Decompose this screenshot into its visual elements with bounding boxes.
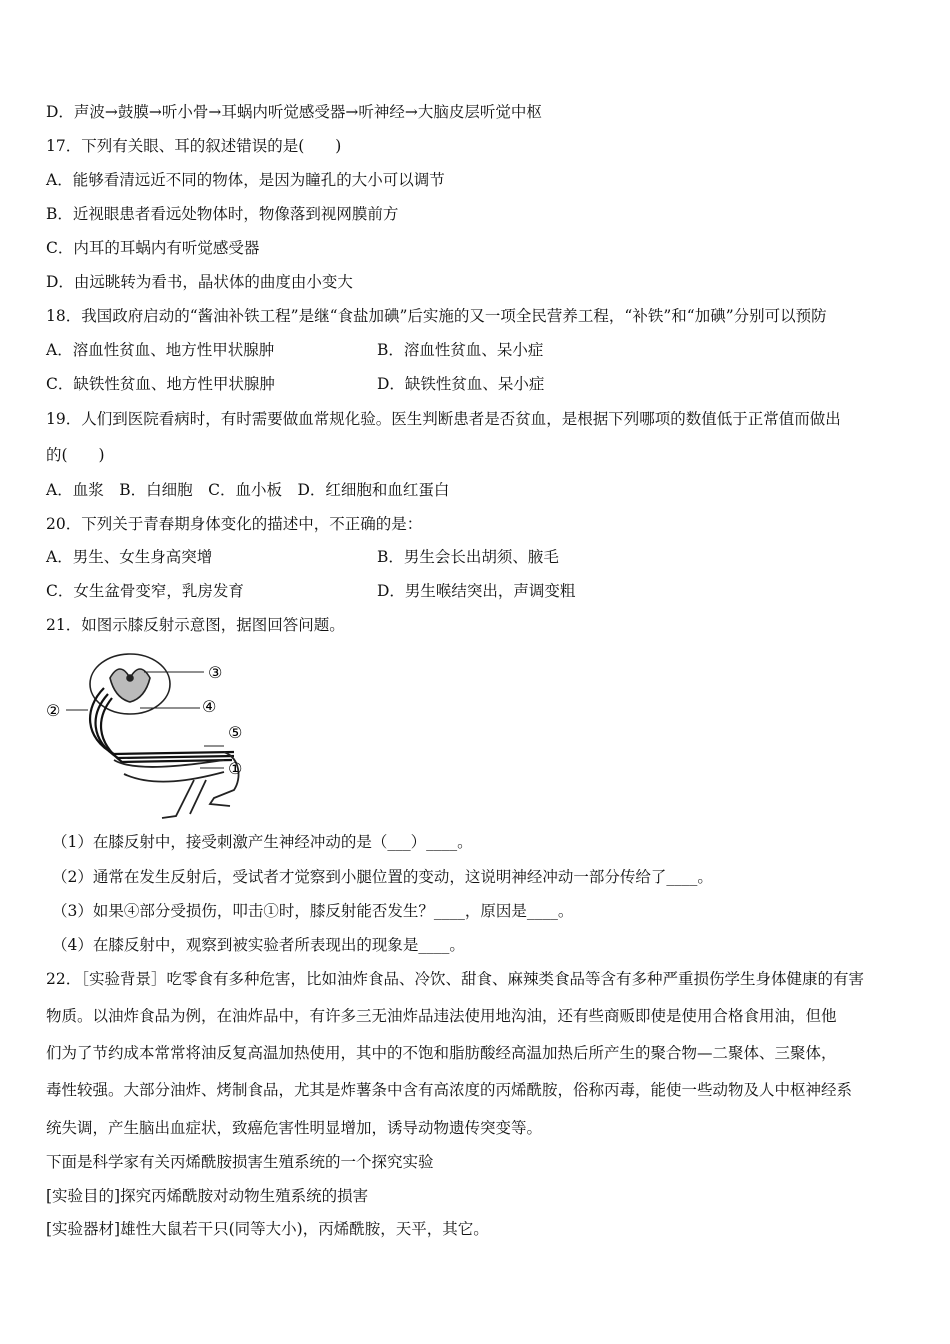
knee-reflex-figure bbox=[44, 648, 256, 820]
q17-stem: 17．下列有关眼、耳的叙述错误的是( ) bbox=[46, 137, 342, 155]
q22-line3: 们为了节约成本常常将油反复高温加热使用，其中的不饱和脂肪酸经高温加热后所产生的聚合物—二聚体、三聚体， bbox=[46, 1044, 837, 1062]
q20-option-b: B．男生会长出胡须、腋毛 bbox=[377, 548, 559, 566]
q17-option-a: A．能够看清远近不同的物体，是因为瞳孔的大小可以调节 bbox=[46, 171, 445, 189]
label-1: ① bbox=[228, 759, 243, 778]
q20-option-a: A．男生、女生身高突增 bbox=[46, 548, 213, 566]
q20-option-c: C．女生盆骨变窄，乳房发育 bbox=[46, 582, 244, 600]
q21-stem: 21．如图示膝反射示意图，据图回答问题。 bbox=[46, 616, 345, 634]
q22-line5: 统失调，产生脑出血症状，致癌危害性明显增加，诱导动物遗传突变等。 bbox=[46, 1119, 543, 1137]
label-5: ⑤ bbox=[228, 723, 243, 742]
q18-stem: 18．我国政府启动的“酱油补铁工程”是继“食盐加碘”后实施的又一项全民营养工程，“补铁”和“加碘”分别可以预防 bbox=[46, 307, 827, 325]
q19-stem-line1: 19．人们到医院看病时，有时需要做血常规化验。医生判断患者是否贫血，是根据下列哪项的数值低于正常值而做出 bbox=[46, 410, 841, 428]
thigh-bottom bbox=[124, 772, 224, 782]
label-3: ③ bbox=[208, 663, 223, 682]
q19-options: A．血浆 B．白细胞 C．血小板 D．红细胞和血红蛋白 bbox=[46, 481, 450, 499]
q18-option-a: A．溶血性贫血、地方性甲状腺肿 bbox=[46, 341, 275, 359]
q18-option-c: C．缺铁性贫血、地方性甲状腺肿 bbox=[46, 375, 275, 393]
spinal-cord bbox=[90, 654, 170, 714]
q22-line2: 物质。以油炸食品为例，在油炸品中，有许多三无油炸品违法使用地沟油，还有些商贩即使是使用合格食用油，但他 bbox=[46, 1007, 837, 1025]
q19-stem-line2: 的( ) bbox=[46, 446, 105, 464]
label-2: ② bbox=[46, 701, 61, 720]
q21-sub4: （4）在膝反射中，观察到被实验者所表现出的现象是____。 bbox=[52, 936, 465, 954]
grey-matter bbox=[110, 669, 150, 702]
q17-option-d: D．由远眺转为看书，晶状体的曲度由小变大 bbox=[46, 273, 353, 291]
q21-sub2: （2）通常在发生反射后，受试者才觉察到小腿位置的变动，这说明神经冲动一部分传给了____。 bbox=[52, 868, 713, 886]
q17-option-c: C．内耳的耳蜗内有听觉感受器 bbox=[46, 239, 260, 257]
q21-sub3: （3）如果④部分受损伤，叩击①时，膝反射能否发生？____，原因是____。 bbox=[52, 902, 574, 920]
q21-sub1: （1）在膝反射中，接受刺激产生神经冲动的是（___）____。 bbox=[52, 833, 473, 851]
label-4: ④ bbox=[202, 697, 217, 716]
q22-line6: 下面是科学家有关丙烯酰胺损害生殖系统的一个探究实验 bbox=[46, 1153, 434, 1171]
q18-option-d: D．缺铁性贫血、呆小症 bbox=[377, 375, 545, 393]
q22-line8: [实验器材]雄性大鼠若干只(同等大小)，丙烯酰胺，天平，其它。 bbox=[46, 1220, 489, 1238]
central-canal bbox=[127, 675, 133, 681]
q20-stem: 20．下列关于青春期身体变化的描述中，不正确的是： bbox=[46, 515, 423, 533]
knee-reflex-diagram bbox=[44, 648, 256, 820]
q18-option-b: B．溶血性贫血、呆小症 bbox=[377, 341, 544, 359]
q16-option-d: D．声波→鼓膜→听小骨→耳蜗内听觉感受器→听神经→大脑皮层听觉中枢 bbox=[46, 103, 542, 121]
q17-option-b: B．近视眼患者看远处物体时，物像落到视网膜前方 bbox=[46, 205, 399, 223]
q22-line4: 毒性较强。大部分油炸、烤制食品，尤其是炸薯条中含有高浓度的丙烯酰胺，俗称丙毒，能使一些动物及人中枢神经系 bbox=[46, 1081, 853, 1099]
q22-line1: 22．［实验背景］吃零食有多种危害，比如油炸食品、冷饮、甜食、麻辣类食品等含有多种严重损伤学生身体健康的有害 bbox=[46, 970, 864, 988]
q22-line7: [实验目的]探究丙烯酰胺对动物生殖系统的损害 bbox=[46, 1187, 369, 1205]
lower-leg bbox=[162, 780, 194, 818]
q20-option-d: D．男生喉结突出，声调变粗 bbox=[377, 582, 576, 600]
